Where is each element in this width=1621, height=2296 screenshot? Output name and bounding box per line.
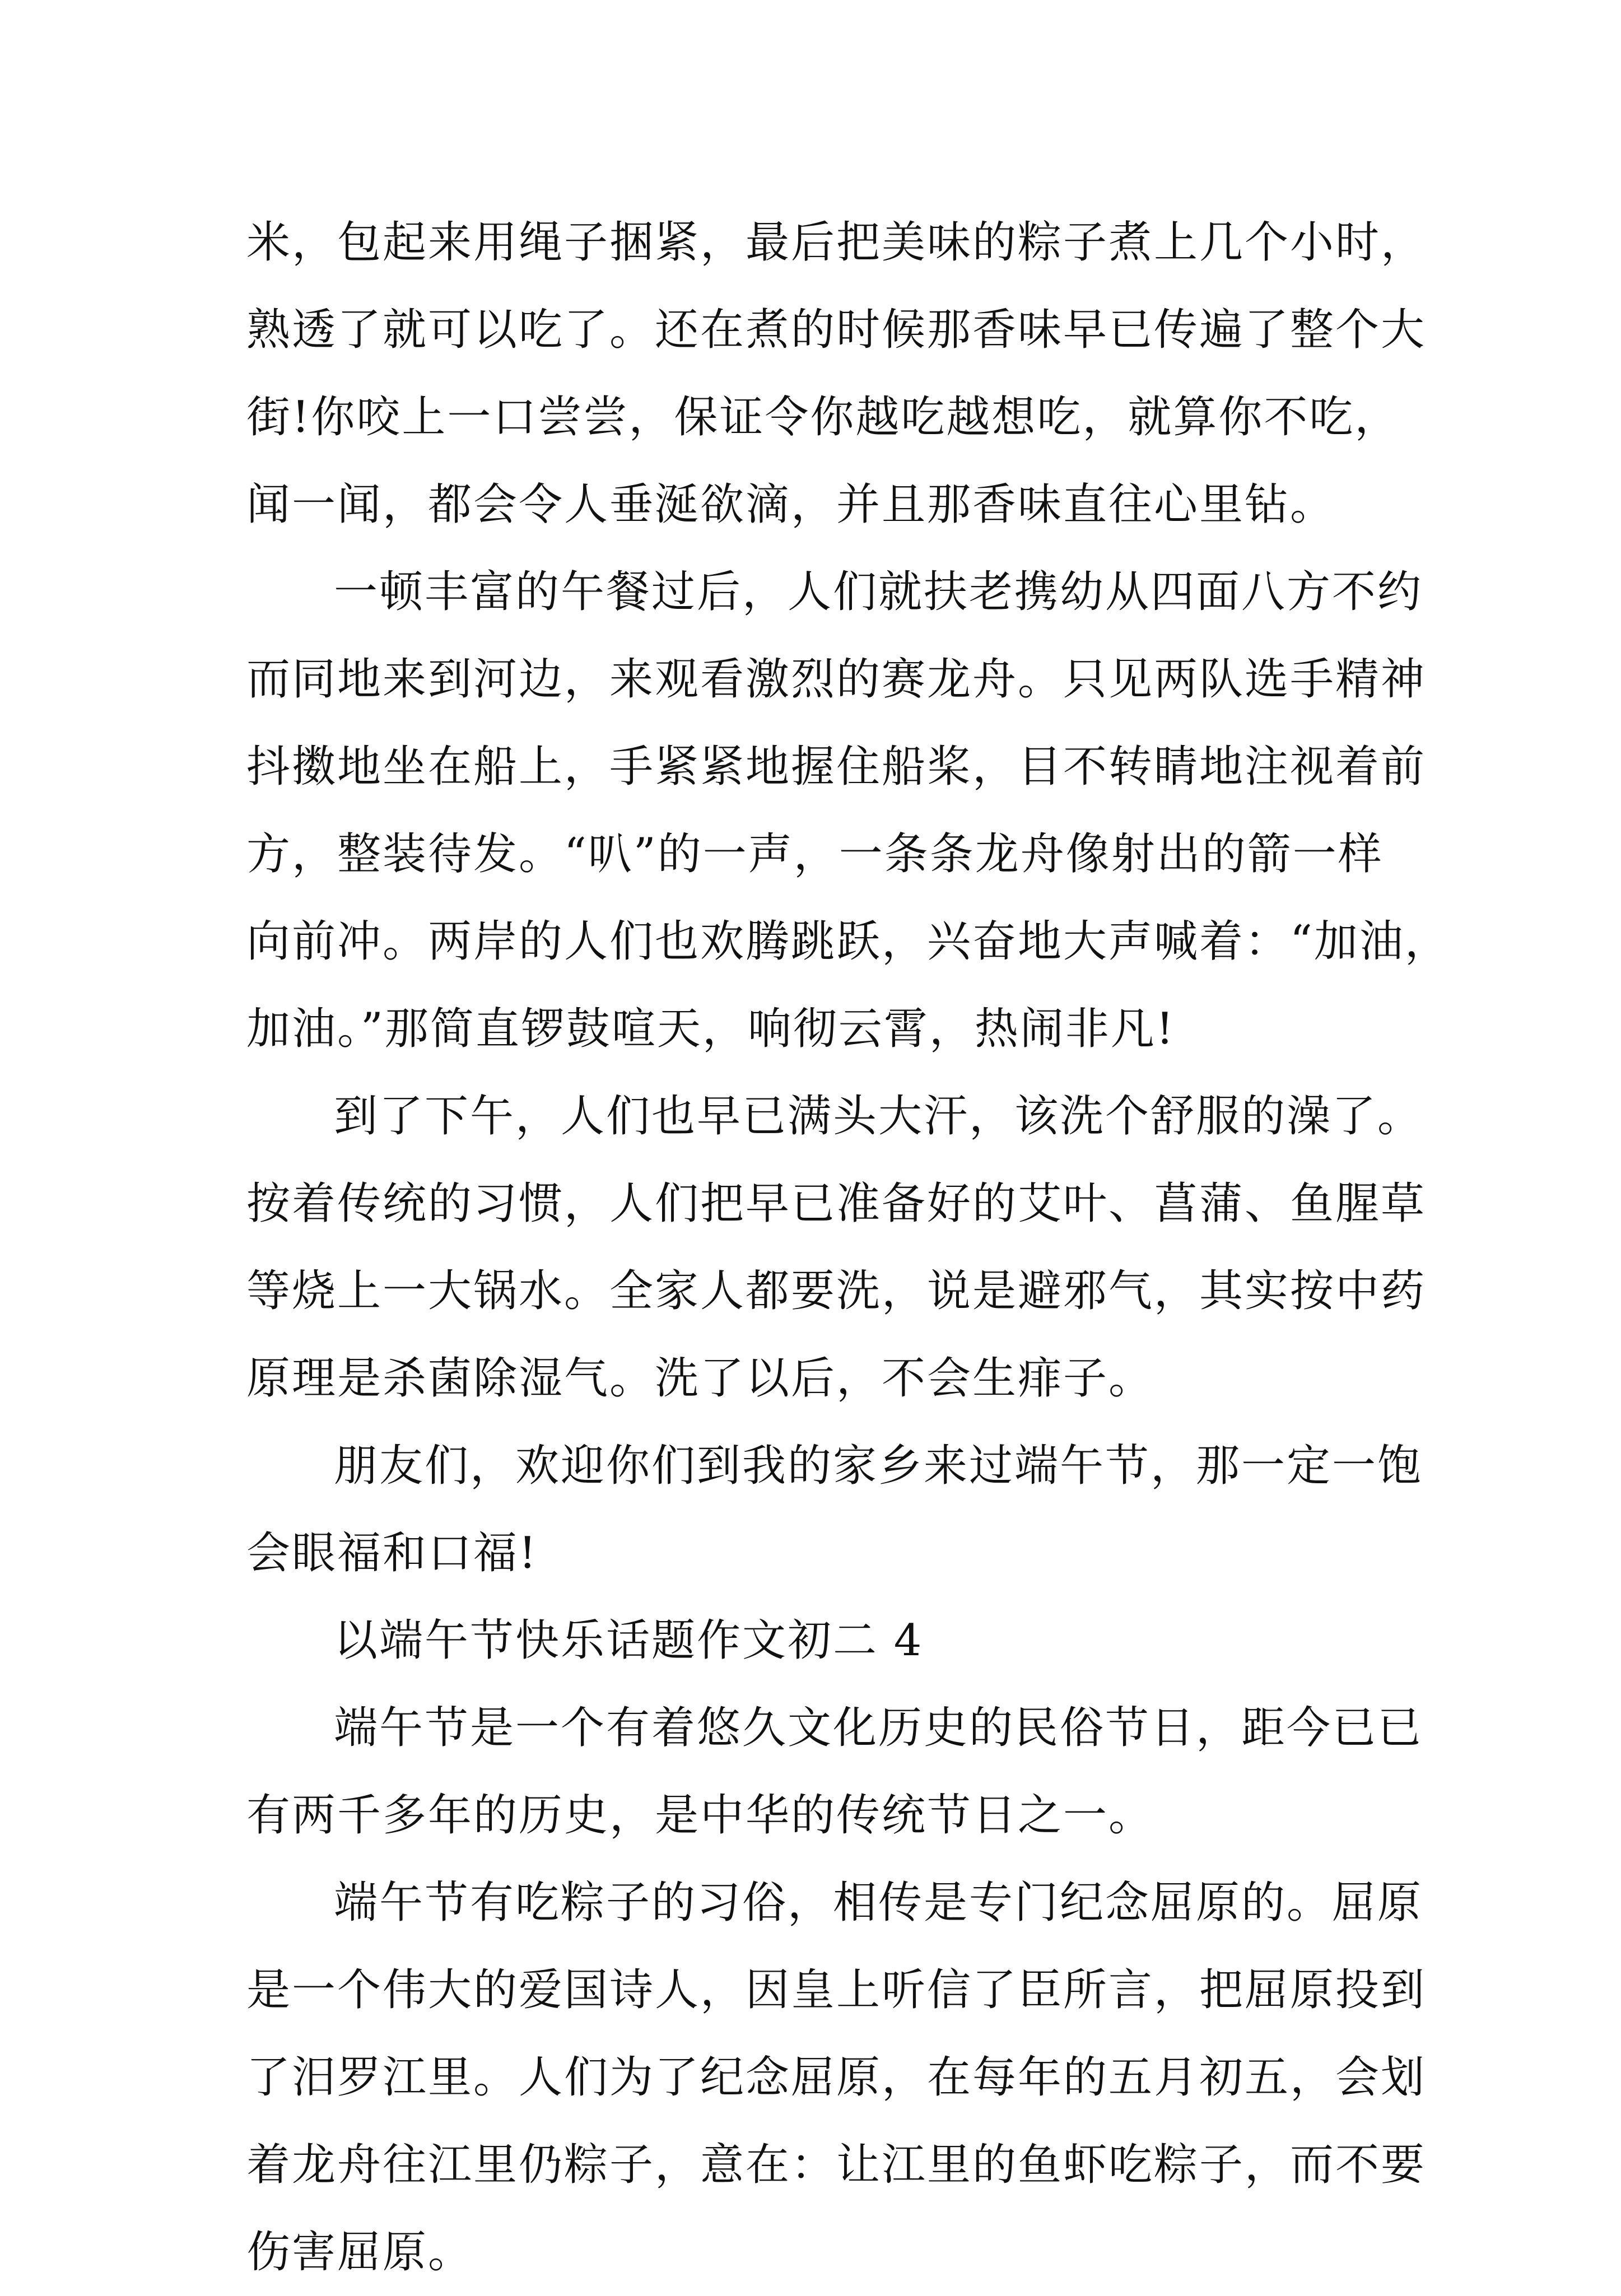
text-line: 伤害屈原。 [246, 2227, 474, 2278]
text-line: 着龙舟往江里仍粽子，意在：让江里的鱼虾吃粽子，而不要 [246, 2140, 1427, 2190]
paragraph-start-line: 到了下午，人们也早已满头大汗，该洗个舒服的澡了。 [334, 1091, 1423, 1142]
text-line: 会眼福和口福! [246, 1528, 538, 1578]
text-line: 是一个伟大的爱国诗人，因皇上听信了臣所言，把屈原投到 [246, 1965, 1427, 2015]
paragraph-start-line: 朋友们，欢迎你们到我的家乡来过端午节，那一定一饱 [334, 1441, 1423, 1491]
text-line: 闻一闻，都会令人垂涎欲滴，并且那香味直往心里钻。 [246, 479, 1336, 530]
text-line: 街!你咬上一口尝尝，保证令你越吃越想吃，就算你不吃， [246, 392, 1400, 443]
text-line: 方，整装待发。“叭”的一声，一条条龙舟像射出的箭一样 [246, 829, 1384, 879]
text-line: 按着传统的习惯，人们把早已准备好的艾叶、菖蒲、鱼腥草 [246, 1179, 1427, 1229]
essay-body [246, 199, 1450, 2296]
paragraph-start-line: 一顿丰富的午餐过后，人们就扶老携幼从四面八方不约 [334, 567, 1423, 617]
paragraph-start-line: 端午节有吃粽子的习俗，相传是专门纪念屈原的。屈原 [334, 1878, 1423, 1928]
text-line: 有两千多年的历史，是中华的传统节日之一。 [246, 1790, 1154, 1841]
text-line: 加油。”那简直锣鼓喧天，响彻云霄，热闹非凡! [246, 1004, 1176, 1054]
text-line: 熟透了就可以吃了。还在煮的时候那香味早已传遍了整个大 [246, 305, 1427, 355]
text-line: 抖擞地坐在船上，手紧紧地握住船桨，目不转睛地注视着前 [246, 742, 1427, 792]
text-line: 而同地来到河边，来观看激烈的赛龙舟。只见两队选手精神 [246, 654, 1427, 705]
paragraph-start-line: 端午节是一个有着悠久文化历史的民俗节日，距今已已 [334, 1703, 1423, 1753]
section-heading: 以端午节快乐话题作文初二 4 [334, 1615, 924, 1666]
text-line: 米，包起来用绳子捆紧，最后把美味的粽子煮上几个小时， [246, 217, 1427, 268]
text-line: 原理是杀菌除湿气。洗了以后，不会生痱子。 [246, 1353, 1154, 1404]
text-line: 等烧上一大锅水。全家人都要洗，说是避邪气，其实按中药 [246, 1266, 1427, 1316]
text-line: 向前冲。两岸的人们也欢腾跳跃，兴奋地大声喊着：“加油， [246, 916, 1450, 967]
text-line: 了汨罗江里。人们为了纪念屈原，在每年的五月初五，会划 [246, 2052, 1427, 2103]
